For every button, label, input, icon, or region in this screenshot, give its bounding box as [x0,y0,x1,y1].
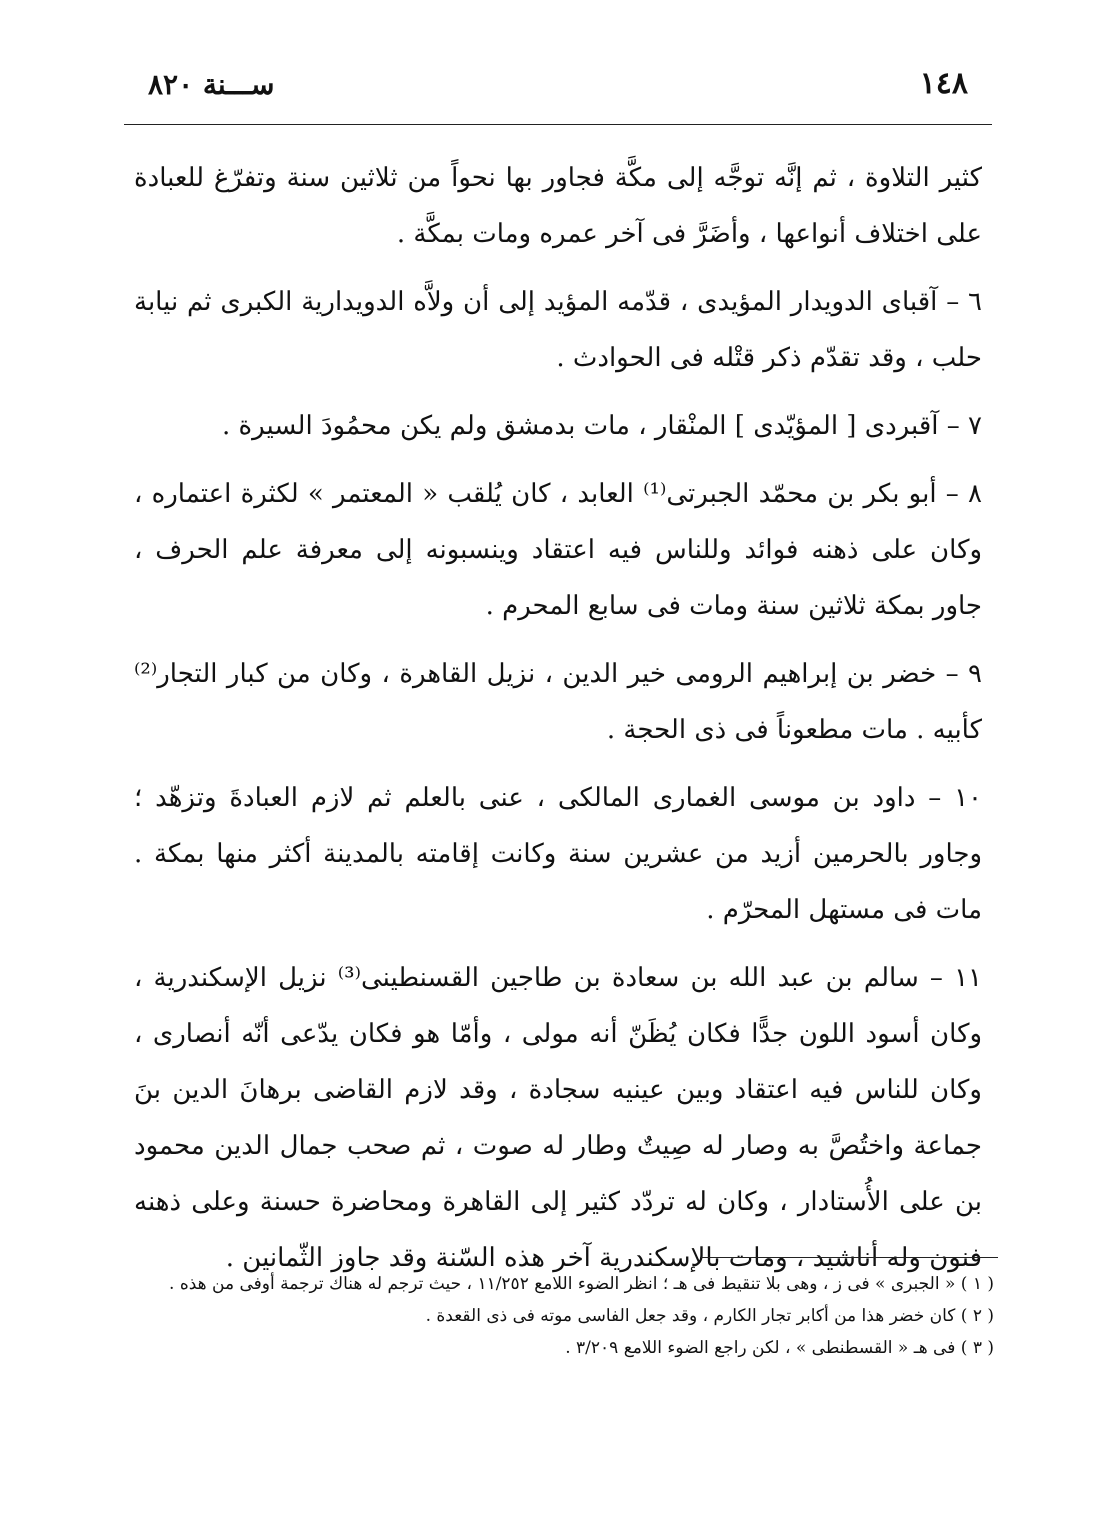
footnote: ( ١ ) « الجبرى » فى ز ، وهى بلا تنقيط فى هـ ؛ انظر الضوء اللامع ١١/٢٥٢ ، حيث ترجم له هناك ترجمة أوفى من هذه . [169,1274,994,1294]
main-text [134,150,982,1286]
page-number: ١٤٨ [919,66,968,101]
footnote: ( ٢ ) كان خضر هذا من أكابر تجار الكارم ، وقد جعل الفاسى موته فى ذى القعدة . [425,1306,994,1326]
paragraph: ١٠ – داود بن موسى الغمارى المالكى ، عنى بالعلم ثم لازم العبادةَ وتزهّد ؛ وجاور بالحرمين أزيد من عشرين سنة وكانت إقامته بالمدينة أكثر منها بمكة . مات فى مستهل المحرّم . [134,783,982,925]
paragraph: ٨ – أبو بكر بن محمّد الجبرتى⁽¹⁾ العابد ، كان يُلقب « المعتمر » لكثرة اعتماره ، وكان على ذهنه فوائد وللناس فيه اعتقاد وينسبونه إلى معرفة علم الحرف ، جاور بمكة ثلاثين سنة ومات فى سابع المحرم . [134,479,983,621]
paragraph: ٦ – آقباى الدويدار المؤيدى ، قدّمه المؤيد إلى أن ولاَّه الدويدارية الكبرى ثم نيابة حلب ، وقد تقدّم ذكر قتْله فى الحوادث . [134,287,982,373]
paragraph: ٩ – خضر بن إبراهيم الرومى خير الدين ، نزيل القاهرة ، وكان من كبار التجار⁽²⁾ كأبيه . مات مطعوناً فى ذى الحجة . [134,659,982,745]
running-title: ســـنة ٨٢٠ [148,68,275,101]
footnote-divider [700,1257,998,1258]
footnote: ( ٣ ) فى هـ « القسطنطى » ، لكن راجع الضوء اللامع ٣/٢٠٩ . [565,1338,994,1358]
page-header [140,66,976,116]
footnotes [130,1270,994,1362]
paragraph: ١١ – سالم بن عبد الله بن سعادة بن طاجين القسنطينى⁽³⁾ نزيل الإسكندرية ، وكان أسود اللون جدًّا فكان يُظَنّ أنه مولى ، وأمّا هو فكان يدّعى أنّه أنصارى ، وكان للناس فيه اعتقاد وبين عينيه سجادة ، وقد لازم القاضى برهانَ الدين بنَ جماعة واختُصَّ به وصار له صِيتٌ وطار له صوت ، ثم صحب جمال الدين محمود بن على الأُستادار ، وكان له تردّد كثير إلى القاهرة ومحاضرة حسنة وعلى ذهنه فنون وله أناشيد ، ومات بالإسكندرية آخر هذه السّنة وقد جاوز الثّمانين . [134,963,982,1273]
paragraph: كثير التلاوة ، ثم إنَّه توجَّه إلى مكَّة فجاور بها نحواً من ثلاثين سنة وتفرّغ للعبادة على اختلاف أنواعها ، وأضَرَّ فى آخر عمره ومات بمكَّة . [134,163,982,249]
header-divider [124,124,992,125]
paragraph: ٧ – آقبردى [ المؤيّدى ] المنْقار ، مات بدمشق ولم يكن محمُودَ السيرة . [222,411,982,441]
